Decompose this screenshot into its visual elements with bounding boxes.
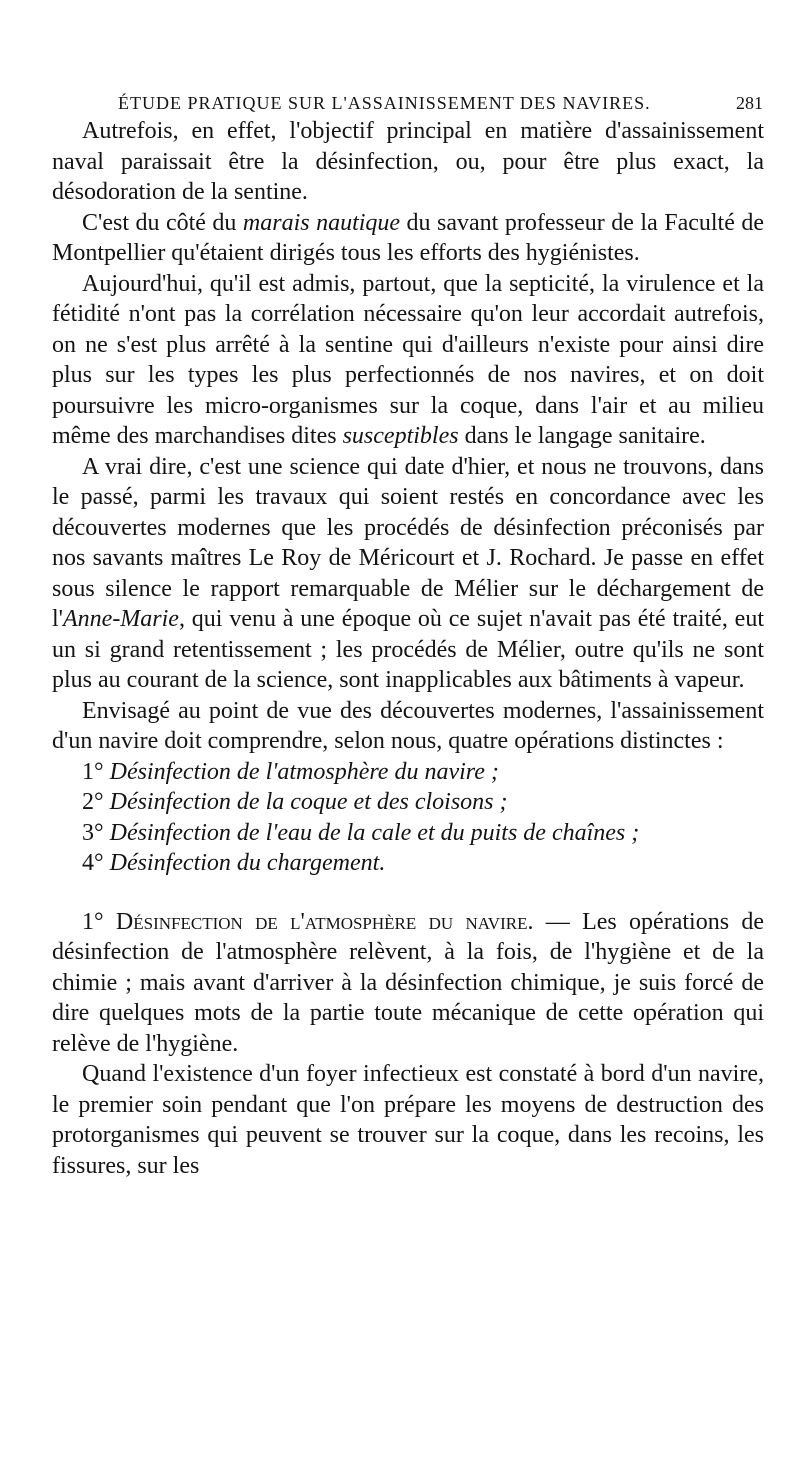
emphasis-anne-marie: Anne-Marie: [63, 606, 179, 632]
emphasis-marais-nautique: marais nautique: [242, 209, 401, 236]
list-number: 1°: [82, 758, 104, 785]
page-body: [52, 116, 764, 1181]
list-text: Désinfection du chargement.: [109, 850, 386, 876]
paragraph-4-text-b: , qui venu à une époque où ce sujet n'avait pas été traité, eut un si grand retentissement ; les procédés de Mélier, outre qu'ils ne sont plus au courant de la science, sont inapplicables aux bâtiments à vapeur.: [52, 606, 764, 693]
paragraph-4-text-a: A vrai dire, c'est une science qui date d'hier, et nous ne trouvons, dans le passé, parmi les travaux qui soient restés en concordance avec les découvertes modernes que les procédés de désinfection préconisés par nos savants maîtres Le Roy de Méricourt et J. Rochard. Je passe en effet sous silence le rapport remarquable de Mélier sur le déchargement de l': [52, 453, 764, 632]
list-item: [52, 818, 764, 849]
section-text: — Les opérations de désinfection de l'atmosphère relèvent, à la fois, de l'hygiène et de la chimie ; mais avant d'arriver à la désinfection chimique, je suis forcé de dire quelques mots de la partie toute mécanique de cette opération qui relève de l'hygiène.: [52, 908, 764, 1057]
list-text: Désinfection de l'atmosphère du navire ;: [109, 758, 499, 785]
list-text: Désinfection de l'eau de la cale et du puits de chaînes ;: [109, 819, 640, 846]
paragraph-7: Quand l'existence d'un foyer infectieux est constaté à bord d'un navire, le premier soin pendant que l'on prépare les moyens de destruction des protorganismes qui peuvent se trouver sur la coque, dans les recoins, les fissures, sur les: [52, 1061, 764, 1179]
page-number: 281: [736, 93, 763, 113]
paragraph-2-text-a: C'est du côté du: [82, 209, 243, 236]
paragraph-4: [52, 452, 764, 696]
paragraph-3-text-a: Aujourd'hui, qu'il est admis, partout, que la septicité, la virulence et la fétidité n'ont pas la corrélation nécessaire qu'on leur accordait autrefois, on ne s'est plus arrêté à la sentine qui d'ailleurs n'existe pour ainsi dire plus sur les types les plus perfectionnés de nos navires, et on doit poursuivre les micro-organismes sur la coque, dans l'air et au milieu même des marchandises dites: [52, 270, 764, 449]
section-number: 1°: [82, 908, 104, 935]
paragraph-3: [52, 269, 764, 452]
list-number: 2°: [82, 789, 104, 815]
list-item: [52, 757, 764, 788]
list-number: 4°: [82, 850, 104, 876]
paragraph-2: [52, 208, 764, 269]
paragraph-1: Autrefois, en effet, l'objectif principal en matière d'assainissement naval paraissait être la désinfection, ou, pour être plus exact, la désodoration de la sentine.: [52, 118, 764, 205]
list-item: [52, 787, 764, 818]
list-text: Désinfection de la coque et des cloisons ;: [109, 789, 508, 815]
running-title: ÉTUDE PRATIQUE SUR L'ASSAINISSEMENT DES NAVIRES.: [118, 93, 651, 113]
emphasis-susceptibles: susceptibles: [342, 423, 459, 449]
section-paragraph: [52, 907, 764, 1060]
list-item: [52, 848, 764, 879]
running-header: [118, 92, 763, 114]
section-heading: Désinfection de l'atmosphère du navire.: [115, 908, 534, 935]
list-number: 3°: [82, 819, 104, 846]
paragraph-2-text-b: du savant professeur de la Faculté de Montpellier qu'étaient dirigés tous les efforts des hygiénistes.: [52, 209, 764, 266]
operations-list: [52, 757, 764, 879]
paragraph-3-text-b: dans le langage sanitaire.: [458, 423, 706, 449]
paragraph-5: Envisagé au point de vue des découvertes modernes, l'assainissement d'un navire doit comprendre, selon nous, quatre opérations distinctes :: [52, 697, 764, 754]
